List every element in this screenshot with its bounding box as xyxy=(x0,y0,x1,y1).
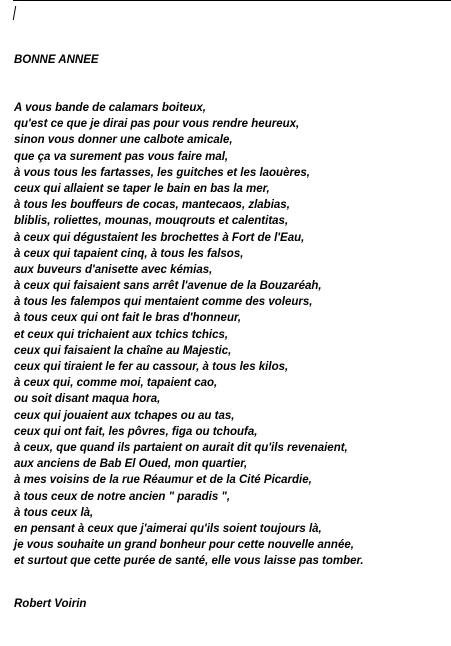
poem-line: à ceux, que quand ils partaient on aurait dit qu'ils revenaient, xyxy=(14,441,348,454)
poem-line: aux buveurs d'anisette avec kémias, xyxy=(14,263,213,276)
top-border-line xyxy=(13,0,451,1)
author-signature: Robert Voirin xyxy=(14,598,87,610)
poem-line: à tous ceux qui ont fait le bras d'honneur, xyxy=(14,312,242,325)
poem-line: à ceux qui dégustaient les brochettes à Fort de l'Eau, xyxy=(14,231,305,244)
poem-line: à tous les bouffeurs de cocas, mantecaos, zlabias, xyxy=(14,199,290,212)
poem-line: à vous tous les fartasses, les guitches et les laouères, xyxy=(14,166,310,179)
poem-line: qu'est ce que je dirai pas pour vous rendre heureux, xyxy=(14,118,300,131)
poem-body xyxy=(14,100,364,569)
poem-line: à tous ceux là, xyxy=(14,506,94,519)
poem-line: bliblis, roliettes, mounas, mouqrouts et calentitas, xyxy=(14,215,289,228)
poem-line: et ceux qui trichaient aux tchics tchics, xyxy=(14,328,229,341)
text-cursor-icon xyxy=(13,6,16,20)
poem-line: sinon vous donner une calbote amicale, xyxy=(14,134,233,147)
poem-line: que ça va surement pas vous faire mal, xyxy=(14,150,229,163)
poem-line: à ceux qui faisaient sans arrêt l'avenue de la Bouzaréah, xyxy=(14,280,322,293)
poem-line: ceux qui faisaient la chaîne au Majestic, xyxy=(14,344,232,357)
poem-line: aux anciens de Bab El Oued, mon quartier, xyxy=(14,458,248,471)
poem-line: en pensant à ceux que j'aimerai qu'ils soient toujours là, xyxy=(14,522,322,535)
poem-line: à tous ceux de notre ancien " paradis ", xyxy=(14,490,231,503)
poem-line: à ceux qui tapaient cinq, à tous les falsos, xyxy=(14,247,244,260)
poem-title: BONNE ANNEE xyxy=(14,54,99,66)
poem-line: ceux qui allaient se taper le bain en bas la mer, xyxy=(14,182,270,195)
poem-line: et surtout que cette purée de santé, elle vous laisse pas tomber. xyxy=(14,555,364,568)
poem-line: A vous bande de calamars boiteux, xyxy=(14,102,206,114)
poem-line: à ceux qui, comme moi, tapaient cao, xyxy=(14,377,218,390)
poem-line: ceux qui tiraient le fer au cassour, à tous les kilos, xyxy=(14,361,289,373)
poem-line: à tous les falempos qui mentaient comme des voleurs, xyxy=(14,296,313,309)
poem-line: à mes voisins de la rue Réaumur et de la Cité Picardie, xyxy=(14,474,312,487)
poem-line: ceux qui ont fait, les pôvres, figa ou tchoufa, xyxy=(14,425,258,438)
poem-line: ceux qui jouaient aux tchapes ou au tas, xyxy=(14,409,235,422)
poem-line: je vous souhaite un grand bonheur pour cette nouvelle année, xyxy=(14,539,354,552)
poem-line: ou soit disant maqua hora, xyxy=(14,393,161,406)
